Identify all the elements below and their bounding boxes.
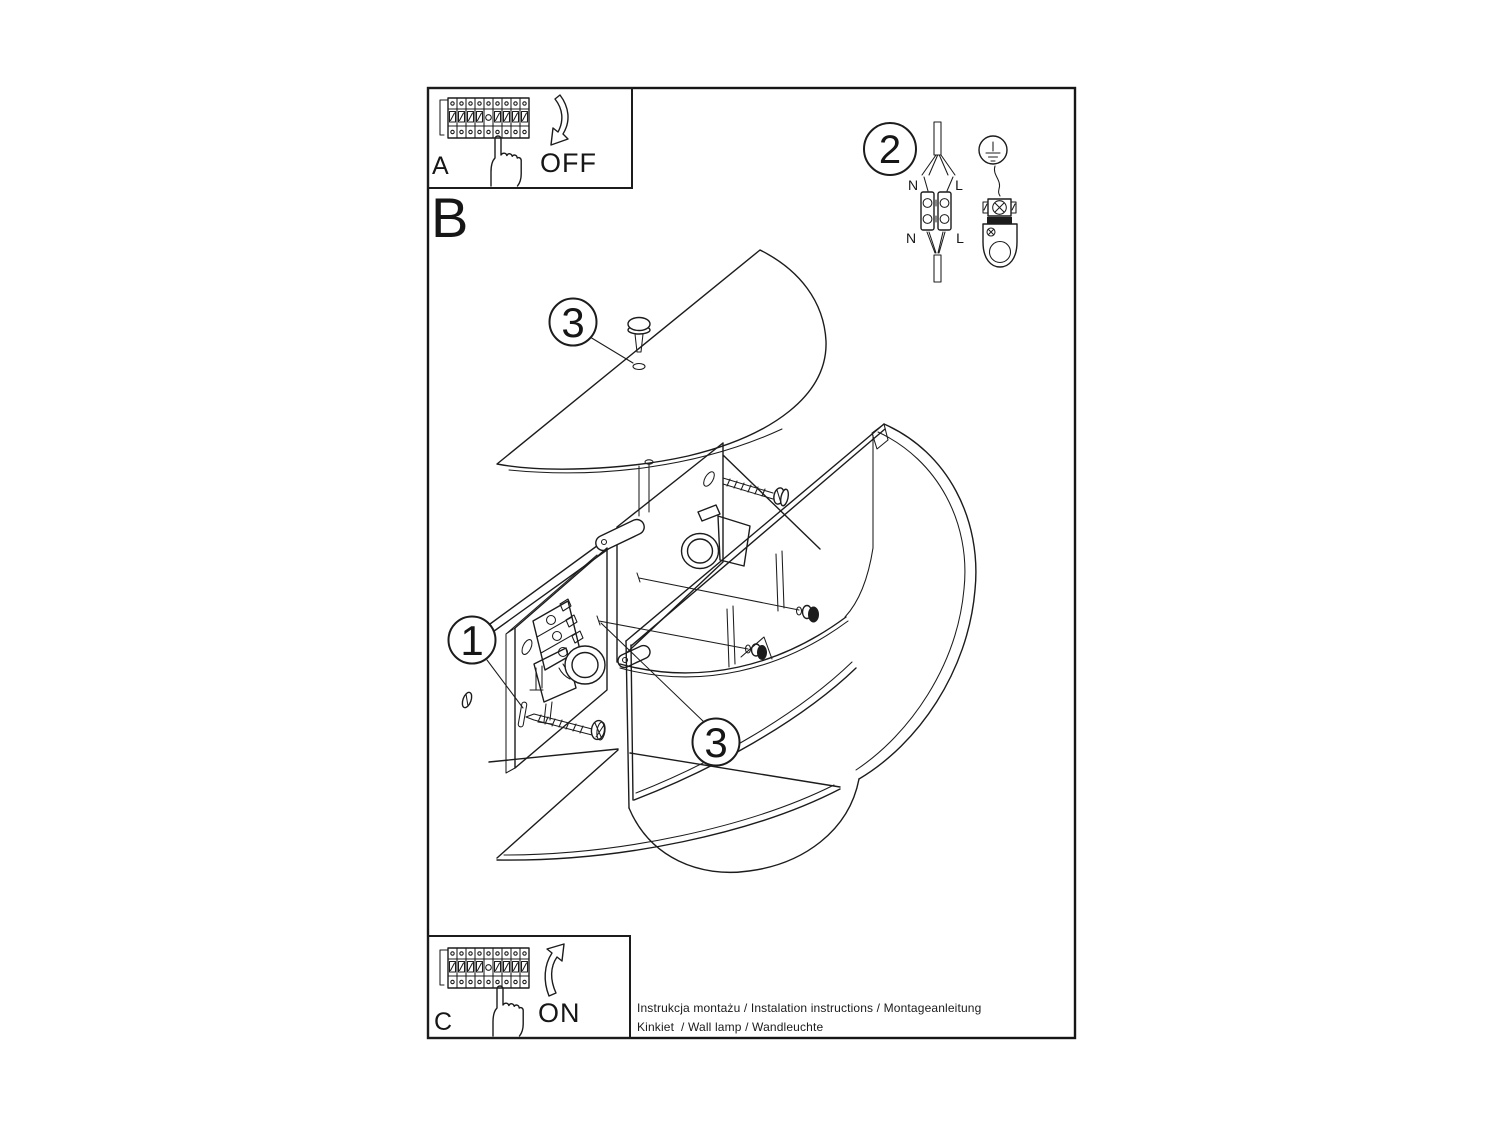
panel-a-label: A (432, 152, 449, 180)
ground-clamp (983, 199, 1016, 216)
callout-3-top-number: 3 (561, 299, 585, 346)
footer-title-line: Instrukcja montażu / Instalation instructions / Montageanleitung (637, 1001, 982, 1015)
label-l-top: L (955, 177, 963, 193)
footer-product-line: Kinkiet / Wall lamp / Wandleuchte (637, 1020, 824, 1034)
panel-c-on-label: ON (538, 998, 581, 1028)
step-2-number: 2 (878, 128, 902, 172)
label-n-bottom: N (905, 230, 917, 246)
label-l-bottom: L (956, 230, 964, 246)
callout-1-number: 1 (460, 617, 484, 664)
panel-c-label: C (434, 1008, 453, 1036)
label-n-top: N (907, 177, 919, 193)
terminal-block-right (938, 192, 951, 230)
panel-a-off-label: OFF (540, 148, 597, 178)
page-border (428, 88, 1075, 1038)
callout-3-bottom-number: 3 (704, 719, 728, 766)
terminal-block-left (921, 192, 934, 230)
ground-lug (983, 217, 1017, 267)
panel-b-label: B (431, 186, 469, 249)
